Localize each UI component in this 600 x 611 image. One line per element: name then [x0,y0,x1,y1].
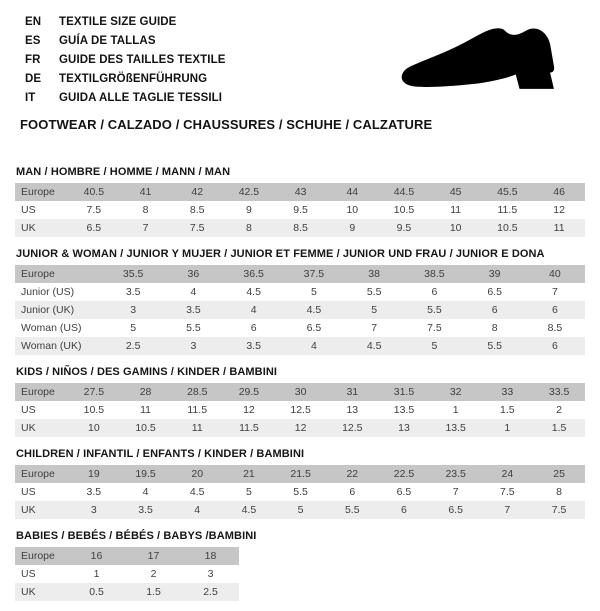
size-cell: 32 [430,383,482,401]
size-cell: 6.5 [396,486,412,498]
size-table-section-babies [15,530,585,601]
size-cell: 6 [378,501,430,519]
size-cell: 5.5 [293,486,308,498]
size-row [15,319,585,337]
language-code: IT [25,92,36,104]
row-label: UK [15,219,68,237]
kids-size-table [15,383,585,437]
size-cell: 10.5 [482,219,534,237]
row-label: Europe [15,547,68,565]
language-label: TEXTILE SIZE GUIDE [59,16,177,28]
size-cell: 6 [250,322,257,334]
size-row [15,565,239,583]
size-cell: 5.5 [404,301,464,319]
language-code: DE [25,73,42,85]
size-row [15,483,585,501]
size-cell: 10.5 [120,419,172,437]
size-cell: 42 [171,183,223,201]
size-cell: 5.5 [465,337,525,355]
size-cell: 5 [404,337,464,355]
size-cell: 1.5 [125,583,182,601]
size-cell: 6 [525,337,585,355]
size-row [15,583,239,601]
size-cell: 7 [120,219,172,237]
size-cell: 3.5 [163,301,223,319]
size-cell: 22.5 [378,465,430,483]
table-title-babies: BABIES / BEBÉS / BÉBÉS / BABYS /BAMBINI [16,530,257,542]
size-cell: 13.5 [430,419,482,437]
row-label: Woman (US) [21,322,82,334]
size-cell: 7 [551,286,558,298]
table-title-junior-woman: JUNIOR & WOMAN / JUNIOR Y MUJER / JUNIOR ET FEMME / JUNIOR UND FRAU / JUNIOR E DONA [16,248,545,260]
size-cell: 28.5 [171,383,223,401]
size-cell: 13.5 [393,404,415,416]
size-cell: 10 [430,219,482,237]
size-cell: 30 [275,383,327,401]
size-cell: 21.5 [275,465,327,483]
size-cell: 13 [346,404,359,416]
size-cell: 7 [452,486,459,498]
size-cell: 5 [344,301,404,319]
row-label: Junior (UK) [15,301,103,319]
size-cell: 2 [556,404,563,416]
size-cell: 1 [482,419,534,437]
shoe-icon [393,22,585,106]
size-cell: 0.5 [68,583,125,601]
size-cell: 28 [120,383,172,401]
size-cell: 7 [482,501,534,519]
size-cell: 36 [163,265,223,283]
size-cell: 6 [465,301,525,319]
size-cell: 12 [553,204,565,216]
size-cell: 40 [525,265,585,283]
size-cell: 44.5 [378,183,430,201]
size-cell: 38 [344,265,404,283]
row-label: US [21,204,36,216]
size-cell: 1.5 [533,419,585,437]
size-cell: 11.5 [187,404,208,416]
size-cell: 3 [68,501,120,519]
size-cell: 3.5 [86,486,102,498]
size-cell: 23.5 [430,465,482,483]
size-cell: 13 [378,419,430,437]
size-cell: 7 [371,322,378,334]
size-cell: 4.5 [223,501,275,519]
size-cell: 11.5 [497,204,518,216]
size-header-row [15,183,585,201]
size-cell: 24 [482,465,534,483]
row-label: Europe [15,265,103,283]
size-cell: 45 [430,183,482,201]
size-cell: 12.5 [290,404,311,416]
language-label: GUIDA ALLE TAGLIE TESSILI [59,92,223,104]
babies-size-table [15,547,239,601]
size-cell: 25 [533,465,585,483]
size-header-row [15,465,585,483]
size-cell: 5.5 [366,286,382,298]
size-cell: 1 [93,568,100,580]
size-cell: 8 [556,486,563,498]
size-cell: 42.5 [223,183,275,201]
row-label: US [21,568,36,580]
size-cell: 8 [142,204,149,216]
size-cell: 9.5 [378,219,430,237]
size-cell: 3.5 [120,501,172,519]
size-table-section-junior-woman [15,248,585,355]
size-header-row [15,265,585,283]
size-cell: 31.5 [378,383,430,401]
table-title-kids: KIDS / NIÑOS / DES GAMINS / KINDER / BAMBINI [16,366,278,378]
size-cell: 10 [68,419,120,437]
size-cell: 33 [482,383,534,401]
size-cell: 5 [310,286,317,298]
size-cell: 6.5 [68,219,120,237]
size-cell: 4 [171,501,223,519]
size-row [15,337,585,355]
size-cell: 6 [349,486,356,498]
size-cell: 8.5 [189,204,205,216]
size-cell: 1.5 [500,404,515,416]
language-label: GUÍA DE TALLAS [59,35,156,47]
size-cell: 9 [245,204,252,216]
size-cell: 5 [130,322,137,334]
size-table-section-man [15,166,585,237]
language-code: FR [25,54,41,66]
size-cell: 4 [224,301,284,319]
size-cell: 2.5 [182,583,239,601]
size-row [15,301,585,319]
size-cell: 9.5 [293,204,308,216]
size-cell: 3 [207,568,214,580]
size-cell: 10.5 [393,204,415,216]
language-code: ES [25,35,41,47]
size-cell: 17 [125,547,182,565]
size-cell: 31 [326,383,378,401]
size-cell: 44 [326,183,378,201]
junior-woman-size-table [15,265,585,355]
size-cell: 19 [68,465,120,483]
man-size-table [15,183,585,237]
size-cell: 4.5 [284,301,344,319]
row-label: UK [15,419,68,437]
language-code: EN [25,16,42,28]
size-tables [15,166,585,601]
size-cell: 9 [326,219,378,237]
size-header-row [15,547,239,565]
size-cell: 3 [103,301,163,319]
size-cell: 33.5 [533,383,585,401]
size-cell: 12 [243,404,255,416]
size-cell: 20 [171,465,223,483]
size-cell: 5.5 [186,322,201,334]
size-cell: 19.5 [120,465,172,483]
size-row [15,419,585,437]
language-label: GUIDE DES TAILLES TEXTILE [59,54,226,66]
category-title: FOOTWEAR / CALZADO / CHAUSSURES / SCHUHE / CALZATURE [20,117,433,132]
size-cell: 11 [450,204,462,216]
size-cell: 7.5 [171,219,223,237]
size-cell: 6.5 [487,286,502,298]
language-label: TEXTILGRÖßENFÜHRUNG [59,73,208,85]
size-cell: 45.5 [482,183,534,201]
size-cell: 4.5 [189,486,205,498]
size-row [15,201,585,219]
size-cell: 8.5 [275,219,327,237]
size-cell: 29.5 [223,383,275,401]
size-cell: 41 [120,183,172,201]
size-table-section-children [15,448,585,519]
size-cell: 3.5 [224,337,284,355]
size-cell: 5 [275,501,327,519]
size-cell: 7.5 [427,322,442,334]
size-cell: 22 [326,465,378,483]
size-cell: 4 [190,286,197,298]
size-cell: 8 [223,219,275,237]
size-cell: 21 [223,465,275,483]
row-label: UK [15,501,68,519]
size-cell: 8.5 [547,322,563,334]
size-cell: 7.5 [500,486,515,498]
size-cell: 10.5 [83,404,105,416]
row-label: Europe [15,383,68,401]
size-cell: 11 [140,404,151,416]
size-cell: 10 [346,204,359,216]
size-cell: 6 [525,301,585,319]
size-cell: 6 [431,286,438,298]
size-cell: 5.5 [326,501,378,519]
row-label: US [21,486,36,498]
size-cell: 12.5 [326,419,378,437]
size-cell: 6.5 [430,501,482,519]
size-cell: 2.5 [103,337,163,355]
size-cell: 35.5 [103,265,163,283]
size-cell: 5 [245,486,252,498]
row-label: US [21,404,36,416]
size-cell: 46 [533,183,585,201]
size-cell: 43 [275,183,327,201]
children-size-table [15,465,585,519]
size-cell: 4 [284,337,344,355]
document-header [15,13,585,132]
row-label: UK [15,583,68,601]
size-cell: 3 [163,337,223,355]
size-row [15,219,585,237]
row-label: Europe [15,183,68,201]
size-cell: 3.5 [125,286,141,298]
size-cell: 1 [452,404,459,416]
table-title-children: CHILDREN / INFANTIL / ENFANTS / KINDER / BAMBINI [16,448,305,460]
size-cell: 7.5 [533,501,585,519]
size-row [15,401,585,419]
size-cell: 7.5 [86,204,102,216]
size-table-section-kids [15,366,585,437]
size-cell: 4.5 [344,337,404,355]
table-title-man: MAN / HOMBRE / HOMME / MANN / MAN [16,166,231,178]
size-header-row [15,383,585,401]
row-label: Woman (UK) [15,337,103,355]
size-cell: 12 [275,419,327,437]
size-cell: 4.5 [246,286,261,298]
size-cell: 38.5 [404,265,464,283]
size-row [15,283,585,301]
size-cell: 39 [465,265,525,283]
size-cell: 40.5 [68,183,120,201]
size-cell: 16 [68,547,125,565]
size-cell: 6.5 [306,322,322,334]
size-cell: 11.5 [223,419,275,437]
size-cell: 18 [182,547,239,565]
size-cell: 2 [150,568,157,580]
size-cell: 11 [533,219,585,237]
row-label: Europe [15,465,68,483]
size-cell: 27.5 [68,383,120,401]
size-cell: 11 [171,419,223,437]
size-cell: 4 [142,486,149,498]
size-cell: 8 [491,322,498,334]
size-row [15,501,585,519]
row-label: Junior (US) [21,286,75,298]
size-cell: 37.5 [284,265,344,283]
size-cell: 36.5 [224,265,284,283]
